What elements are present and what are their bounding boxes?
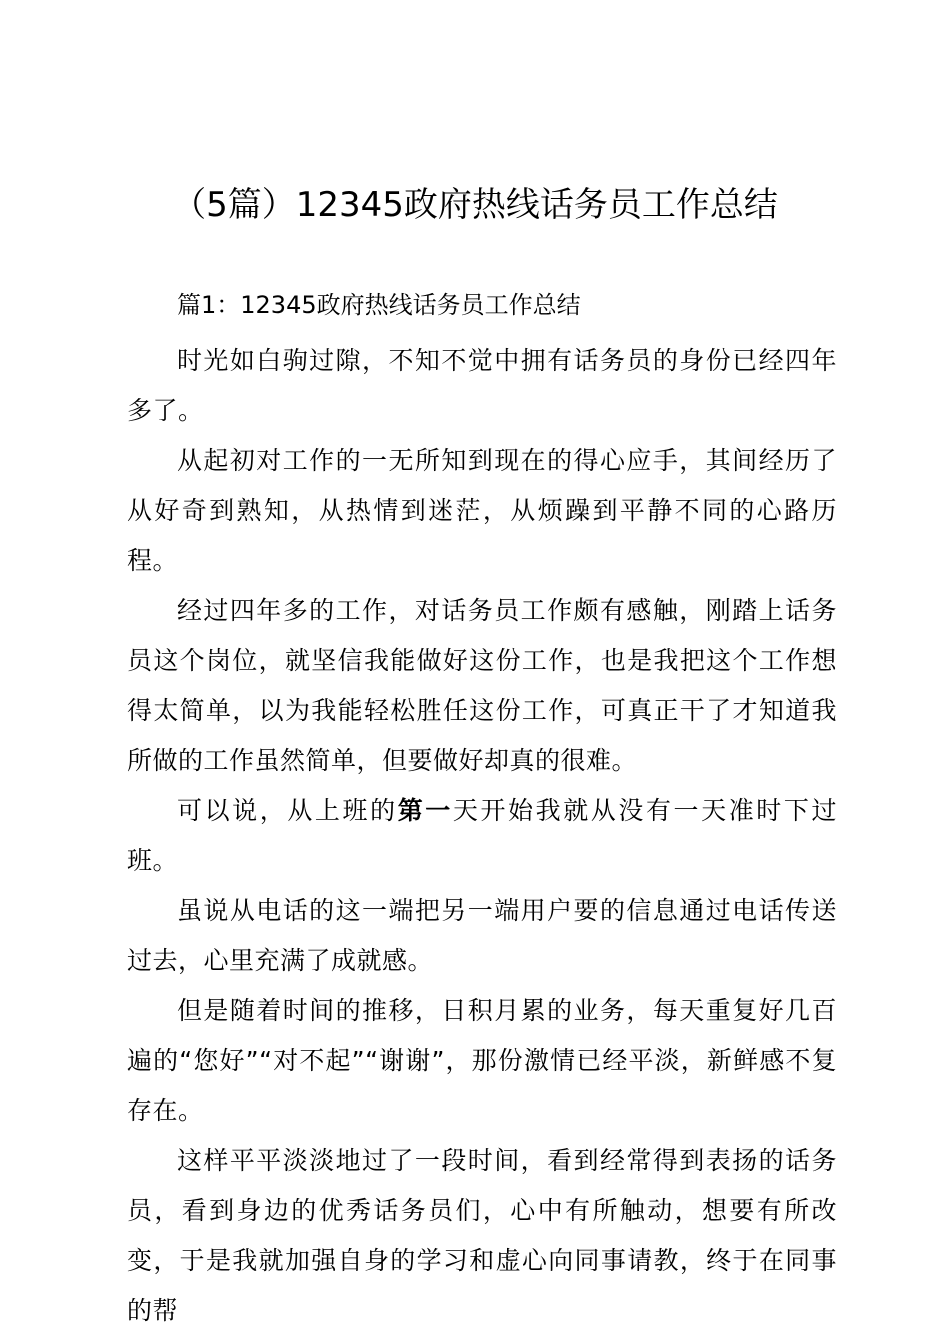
bold-text: 第一 <box>397 796 453 825</box>
document-title: （5篇）12345政府热线话务员工作总结 <box>172 185 778 225</box>
paragraph: 时光如白驹过隙，不知不觉中拥有话务员的身份已经四年多了。 <box>127 346 837 425</box>
paragraph-text: 天开始我就从没有一天准时下过班。 <box>127 796 837 875</box>
document-body <box>127 336 837 1336</box>
paragraph: 经过四年多的工作，对话务员工作颇有感触，刚踏上话务员这个岗位，就坚信我能做好这份工作，也是我把这个工作想得太简单，以为我能轻松胜任这份工作，可真正干了才知道我所做的工作虽然简单，但要做好却真的很难。 <box>127 596 837 775</box>
paragraph: 但是随着时间的推移，日积月累的业务，每天重复好几百遍的“您好”“对不起”“谢谢”，那份激情已经平淡，新鲜感不复存在。 <box>127 996 837 1125</box>
paragraph-text: 可以说，从上班的 <box>177 796 398 825</box>
paragraph: 从起初对工作的一无所知到现在的得心应手，其间经历了从好奇到熟知，从热情到迷茫，从烦躁到平静不同的心路历程。 <box>127 446 837 575</box>
section-heading: 篇1：12345政府热线话务员工作总结 <box>177 291 581 319</box>
paragraph <box>127 786 837 886</box>
paragraph: 这样平平淡淡地过了一段时间，看到经常得到表扬的话务员，看到身边的优秀话务员们，心中有所触动，想要有所改变，于是我就加强自身的学习和虚心向同事请教，终于在同事的帮 <box>127 1146 837 1325</box>
paragraph: 虽说从电话的这一端把另一端用户要的信息通过电话传送过去，心里充满了成就感。 <box>127 896 837 975</box>
